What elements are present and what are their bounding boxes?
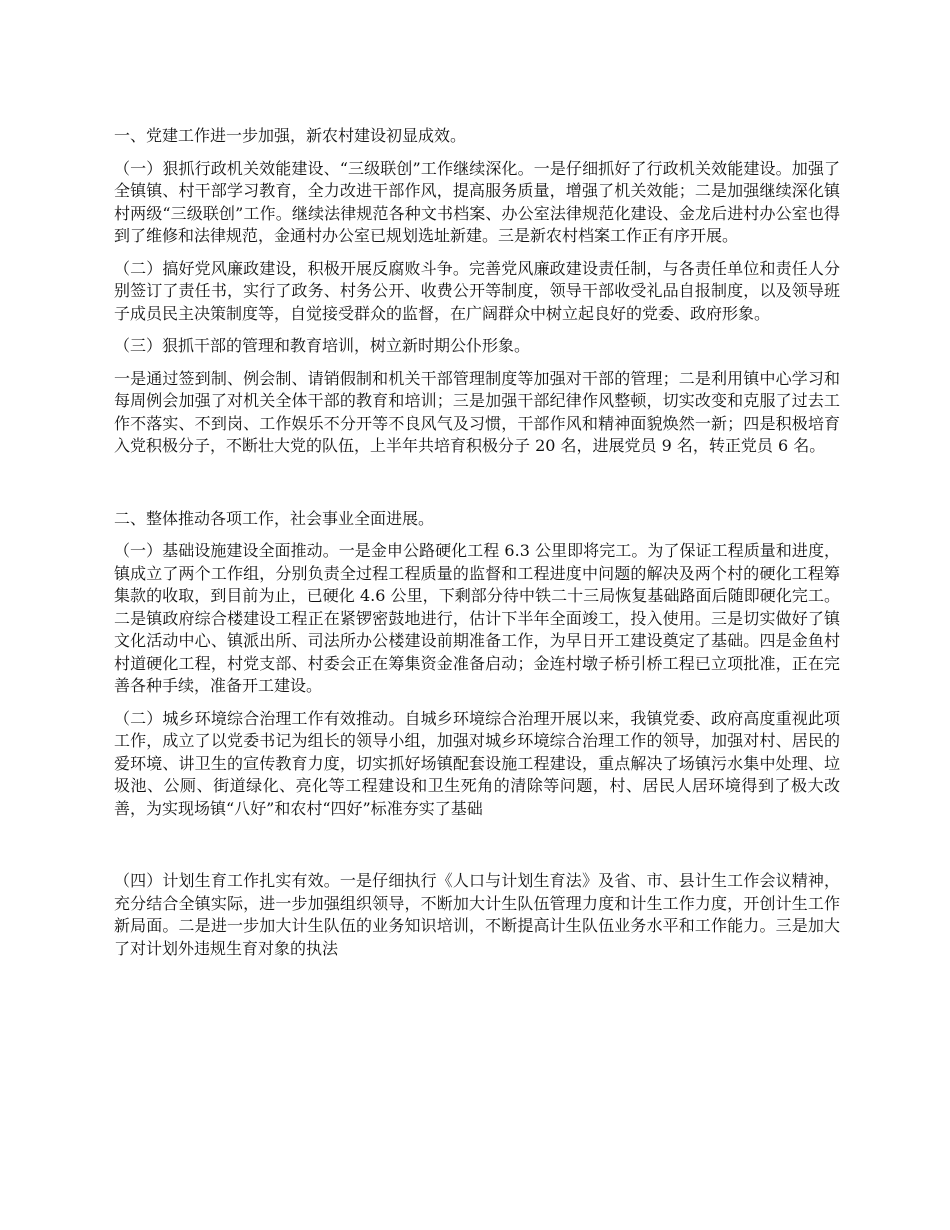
spacer (114, 530, 840, 540)
paragraph-1-3-body: 一是通过签到制、例会制、请销假制和机关干部管理制度等加强对干部的管理；二是利用镇中心学习和每周例会加强了对机关全体干部的教育和培训；三是加强干部纪律作风整顿，切实改变和克服了过去工作不落实、不到岗、工作娱乐不分开等不良风气及习惯，干部作风和精神面貌焕然一新；四是积极培育入党积极分子，不断壮大党的队伍，上半年共培育积极分子 20 名，进展党员 9 名，转正党员 6 名。 (114, 368, 840, 455)
paragraph-2-2: （二）城乡环境综合治理工作有效推动。自城乡环境综合治理开展以来，我镇党委、政府高度重视此项工作，成立了以党委书记为组长的领导小组，加强对城乡环境综合治理工作的领导，加强对村、居民的爱环境、讲卫生的宣传教育力度，切实抓好场镇配套设施工程建设，重点解决了场镇污水集中处理、垃圾池、公厕、街道绿化、亮化等工程建设和卫生死角的清除等问题，村、居民人居环境得到了极大改善，为实现场镇“八好”和农村“四好”标准夯实了基础 (114, 708, 840, 818)
paragraph-1-3-heading: （三）狠抓干部的管理和教育培训，树立新时期公仆形象。 (114, 336, 531, 355)
spacer (114, 698, 840, 708)
paragraph-1-2: （二）搞好党风廉政建设，积极开展反腐败斗争。完善党风廉政建设责任制，与各责任单位和责任人分别签订了责任书，实行了政务、村务公开、收费公开等制度，领导干部收受礼品自报制度，以及领导班子成员民主决策制度等，自觉接受群众的监督，在广阔群众中树立起良好的党委、政府形象。 (114, 258, 840, 323)
spacer (114, 325, 840, 335)
spacer (114, 358, 840, 368)
paragraph-1-1: （一）狠抓行政机关效能建设、“三级联创”工作继续深化。一是仔细抓好了行政机关效能建设。加强了全镇镇、村干部学习教育，全力改进干部作风，提高服务质量，增强了机关效能；二是加强继续深化镇村两级“三级联创”工作。继续法律规范各种文书档案、办公室法律规范化建设、金龙后进村办公室也得到了维修和法律规范，金通村办公室已规划选址新建。三是新农村档案工作正有序开展。 (114, 158, 840, 245)
section-spacer (114, 458, 840, 508)
paragraph-2-4: （四）计划生育工作扎实有效。一是仔细执行《人口与计划生育法》及省、市、县计生工作会议精神，充分结合全镇实际，进一步加强组织领导，不断加大计生队伍管理力度和计生工作力度，开创计生工作新局面。二是进一步加大计生队伍的业务知识培训，不断提高计生队伍业务水平和工作能力。三是加大了对计划外违规生育对象的执法 (114, 871, 840, 958)
document-page (114, 125, 840, 960)
section-spacer (114, 820, 840, 870)
spacer (114, 248, 840, 258)
section-heading-2: 二、整体推动各项工作，社会事业全面进展。 (114, 508, 435, 528)
section-heading-1: 一、党建工作进一步加强，新农村建设初显成效。 (114, 126, 467, 145)
spacer (114, 148, 840, 158)
paragraph-2-1: （一）基础设施建设全面推动。一是金申公路硬化工程 6.3 公里即将完工。为了保证工程质量和进度，镇成立了两个工作组，分别负责全过程工程质量的监督和工程进度中问题的解决及两个村的硬化工程筹集款的收取，到目前为止，已硬化 4.6 公里，下剩部分待中铁二十三局恢复基础路面后随即硬化完工。二是镇政府综合楼建设工程正在紧锣密鼓地进行，估计下半年全面竣工，投入使用。三是切实做好了镇文化活动中心、镇派出所、司法所办公楼建设前期准备工作，为早日开工建设奠定了基础。四是金鱼村村道硬化工程，村党支部、村委会正在筹集资金准备启动；金连村墩子桥引桥工程已立项批准，正在完善各种手续，准备开工建设。 (114, 541, 840, 695)
